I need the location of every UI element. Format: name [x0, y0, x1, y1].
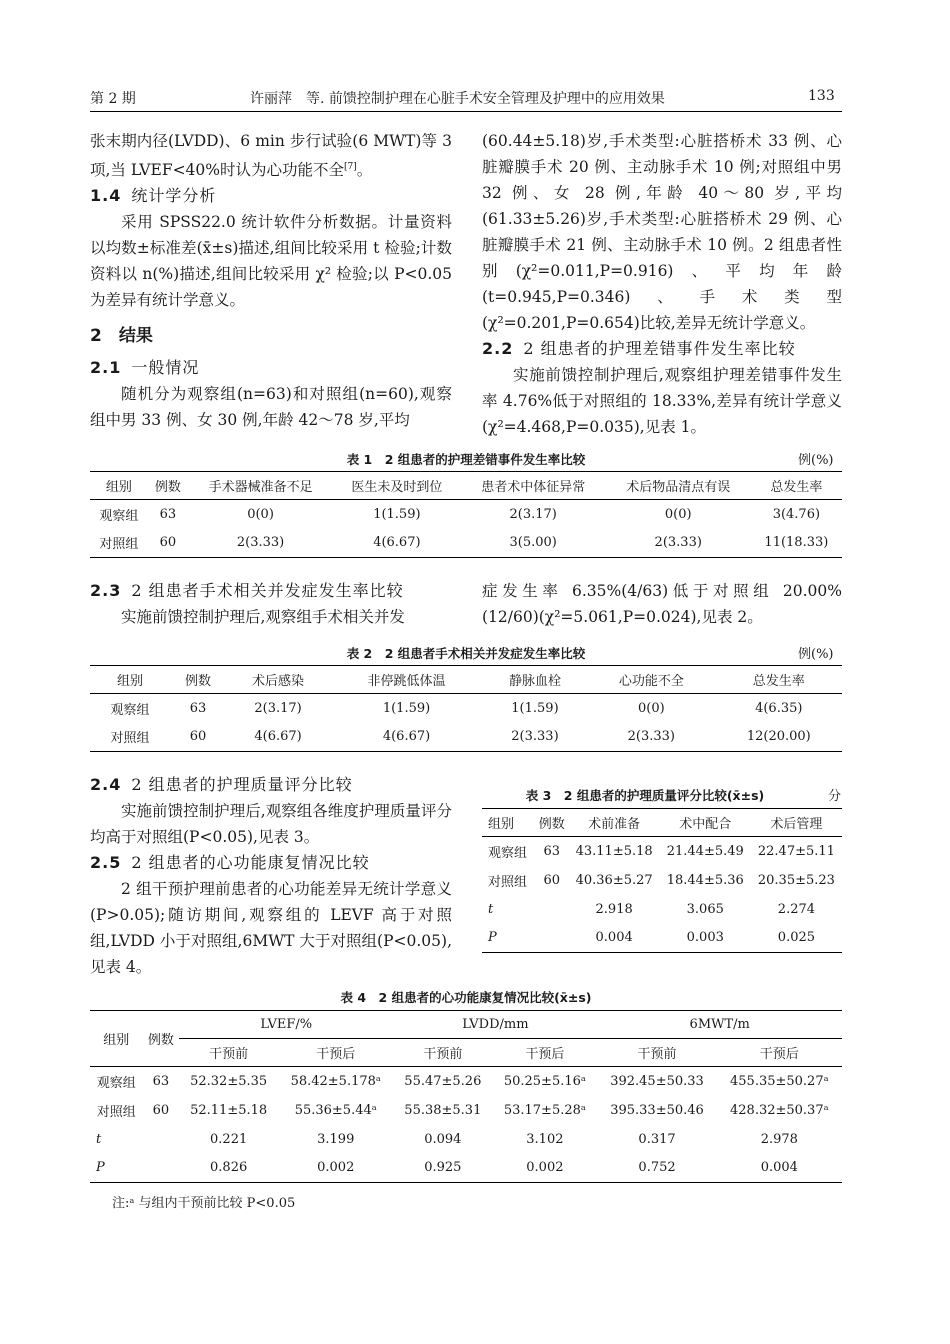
table1-header: 手术器械准备不足 — [188, 472, 333, 500]
section-2-heading: 2 结果 — [90, 326, 153, 347]
section-2-5-heading: 2.5 2 组患者的心功能康复情况比较 — [90, 853, 370, 872]
issue-label: 第 2 期 — [90, 91, 136, 107]
table3-unit: 分 — [828, 789, 842, 804]
table-row: 观察组 63 52.32±5.35 58.42±5.178ᵃ 55.47±5.26 50.25±5.16ᵃ 392.45±50.33 455.35±50.27ᵃ — [96, 1073, 829, 1091]
table2-header: 总发生率 — [716, 666, 842, 694]
table2-header: 心功能不全 — [587, 666, 715, 694]
paragraph-measures: 张末期内径(LVDD)、6 min 步行试验(6 MWT)等 3 项,当 LVEF<40%时认为心功能不全[7]。 — [90, 132, 452, 180]
table4-subheader: 干预前 — [179, 1039, 278, 1067]
table4-note: 注:ᵃ 与组内干预前比较 P<0.05 — [112, 1196, 296, 1211]
table-row: 对照组 60 40.36±5.27 18.44±5.36 20.35±5.23 — [488, 872, 835, 890]
table1-caption: 表 1 2 组患者的护理差错事件发生率比较 — [346, 452, 586, 467]
section-2-4-heading: 2.4 2 组患者的护理质量评分比较 — [90, 775, 353, 794]
table4-subheader: 干预后 — [278, 1039, 393, 1067]
table3-header: 组别 — [482, 809, 535, 837]
table1-header: 总发生率 — [751, 472, 842, 500]
header-rule — [90, 111, 842, 112]
table2-caption: 表 2 2 组患者手术相关并发症发生率比较 — [346, 646, 586, 661]
table4-group-header: LVDD/mm — [393, 1011, 597, 1039]
section-2-3-left — [90, 578, 452, 630]
citation-7: [7] — [344, 162, 357, 172]
right-column — [482, 128, 842, 440]
section-2-3-right — [482, 578, 842, 630]
table3-header: 术中配合 — [660, 809, 751, 837]
table4-subheader: 干预后 — [717, 1039, 842, 1067]
table4 — [90, 1010, 842, 1183]
section-2-3-heading: 2.3 2 组患者手术相关并发症发生率比较 — [90, 581, 404, 600]
table1-header: 医生未及时到位 — [333, 472, 461, 500]
table3-header: 术后管理 — [751, 809, 842, 837]
table-row: t 0.221 3.199 0.094 3.102 0.317 2.978 — [96, 1131, 798, 1147]
paragraph-quality: 实施前馈控制护理后,观察组各维度护理质量评分均高于对照组(P<0.05),见表 3。 — [90, 802, 452, 846]
table3-caption: 表 3 2 组患者的护理质量评分比较(x̄±s) — [525, 788, 765, 803]
table-row: P 0.826 0.002 0.925 0.002 0.752 0.004 — [90, 1154, 842, 1183]
table-row: 观察组 63 2(3.17) 1(1.59) 1(1.59) 0(0) 4(6.35) — [110, 700, 803, 718]
table4-subheader: 干预后 — [492, 1039, 597, 1067]
table-row: t 2.918 3.065 2.274 — [488, 901, 816, 917]
table3-header: 例数 — [535, 809, 569, 837]
table4-caption: 表 4 2 组患者的心功能康复情况比较(x̄±s) — [340, 990, 592, 1005]
table-row: 对照组 60 4(6.67) 4(6.67) 2(3.33) 2(3.33) 12(20.00) — [90, 723, 842, 752]
table-row: 观察组 63 43.11±5.18 21.44±5.49 22.47±5.11 — [488, 843, 835, 861]
table1 — [90, 471, 842, 558]
left-column — [90, 128, 452, 433]
section-2-2-heading: 2.2 2 组患者的护理差错事件发生率比较 — [482, 339, 796, 358]
table4-subheader: 干预前 — [393, 1039, 492, 1067]
table-row: P 0.004 0.003 0.025 — [482, 924, 842, 953]
section-2-1-heading: 2.1 一般情况 — [90, 358, 200, 378]
table2-header: 组别 — [90, 666, 170, 694]
table2-header: 例数 — [170, 666, 226, 694]
table1-header: 患者术中体征异常 — [461, 472, 606, 500]
table2 — [90, 665, 842, 752]
table4-header: 例数 — [143, 1011, 180, 1067]
table2-header: 静脉血栓 — [483, 666, 587, 694]
table4-header: 组别 — [90, 1011, 143, 1067]
table2-unit: 例(%) — [798, 647, 834, 662]
page-number: 133 — [808, 88, 835, 104]
paragraph-nursing-errors: 实施前馈控制护理后,观察组护理差错事件发生率 4.76%低于对照组的 18.33%,差异有统计学意义(χ²=4.468,P=0.035),见表 1。 — [482, 366, 842, 436]
table4-group-header: LVEF/% — [179, 1011, 393, 1039]
paragraph-general-cont: (60.44±5.18)岁,手术类型:心脏搭桥术 33 例、心脏瓣膜手术 20 例、主动脉手术 10 例;对照组中男 32 例、女 28 例,年龄 40～80 岁,平均(61.33±5.26)岁,手术类型:心脏搭桥术 29 例、心脏瓣膜手术 21 例、主动脉手术 10 例。2 组患者性别(χ²=0.011,P=0.916)、平均年龄(t=0.945,P=0.346)、手术类型(χ²=0.201,P=0.654)比较,差异无统计学意义。 — [482, 132, 842, 332]
table-row: 对照组 60 52.11±5.18 55.36±5.44ᵃ 55.38±5.31 53.17±5.28ᵃ 395.33±50.46 428.32±50.37ᵃ — [96, 1102, 829, 1120]
running-title: 许丽萍 等. 前馈控制护理在心脏手术安全管理及护理中的应用效果 — [250, 91, 665, 107]
table-row: 对照组 60 2(3.33) 4(6.67) 3(5.00) 2(3.33) 11(18.33) — [90, 529, 842, 558]
table1-header: 术后物品清点有误 — [606, 472, 751, 500]
paragraph-complications: 实施前馈控制护理后,观察组手术相关并发 — [121, 608, 405, 626]
table1-header: 例数 — [148, 472, 188, 500]
table2-header: 术后感染 — [226, 666, 330, 694]
paragraph-cardiac: 2 组干预护理前患者的心功能差异无统计学意义(P>0.05);随访期间,观察组的 LEVF 高于对照组,LVDD 小于对照组,6MWT 大于对照组(P<0.05),见表 4。 — [90, 880, 452, 976]
paragraph-general: 随机分为观察组(n=63)和对照组(n=60),观察组中男 33 例、女 30 例,年龄 42～78 岁,平均 — [90, 385, 452, 430]
table3-header: 术前准备 — [569, 809, 660, 837]
table3 — [482, 808, 842, 953]
table1-header: 组别 — [90, 472, 148, 500]
table1-unit: 例(%) — [798, 453, 834, 468]
section-2-4-2-5 — [90, 772, 452, 980]
table4-subheader: 干预前 — [597, 1039, 716, 1067]
section-1-4-heading: 1.4 统计学分析 — [90, 186, 217, 206]
paragraph-statistics: 采用 SPSS22.0 统计软件分析数据。计量资料以均数±标准差(x̄±s)描述,组间比较采用 t 检验;计数资料以 n(%)描述,组间比较采用 χ² 检验;以 P<0.05 为差异有统计学意义。 — [90, 213, 452, 310]
table-row: 观察组 63 0(0) 1(1.59) 2(3.17) 0(0) 3(4.76) — [99, 506, 821, 524]
table4-group-header: 6MWT/m — [597, 1011, 842, 1039]
table2-header: 非停跳低体温 — [330, 666, 483, 694]
paragraph-complications-cont: 症发生率 6.35%(4/63)低于对照组 20.00%(12/60)(χ²=5.061,P=0.024),见表 2。 — [482, 582, 842, 626]
